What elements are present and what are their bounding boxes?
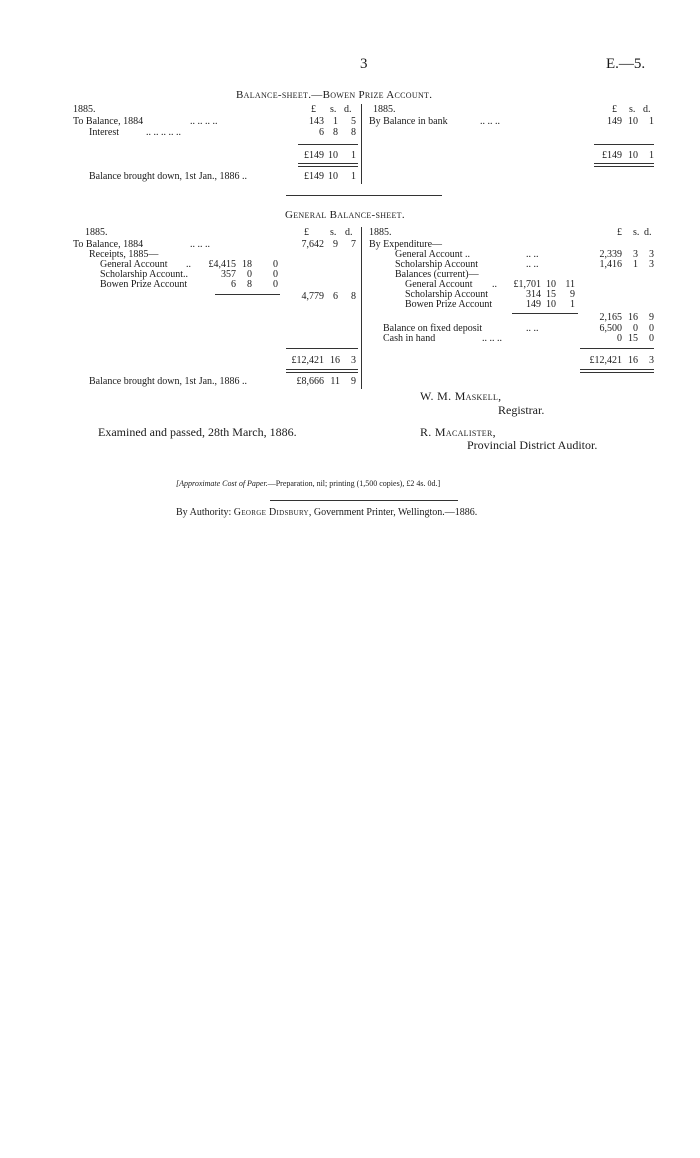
col-pence: d. — [344, 104, 352, 115]
column-separator — [361, 227, 362, 389]
section-separator — [286, 195, 442, 196]
double-rule-top — [580, 369, 654, 370]
double-rule-top — [298, 163, 358, 164]
document-reference: E.—5. — [606, 56, 646, 72]
general-right-year: 1885. — [369, 227, 392, 238]
col-pounds: £ — [311, 104, 316, 115]
double-rule-bottom — [298, 166, 358, 167]
expenditure-label: By Expenditure— — [369, 239, 443, 250]
double-rule-bottom — [580, 372, 654, 373]
double-rule-top — [594, 163, 654, 164]
divider — [594, 144, 654, 145]
registrar-name: W. M. Maskell, — [420, 389, 502, 403]
double-rule-bottom — [594, 166, 654, 167]
footer-rule — [270, 500, 458, 501]
double-rule-bottom — [286, 372, 358, 373]
divider — [580, 348, 654, 349]
bowen-left-year: 1885. — [73, 104, 96, 115]
divider — [286, 348, 358, 349]
registrar-title: Registrar. — [498, 403, 545, 417]
auditor-title: Provincial District Auditor. — [467, 438, 598, 452]
col-shillings: s. — [330, 104, 337, 115]
general-left-year: 1885. — [85, 227, 108, 238]
page-number: 3 — [360, 56, 368, 72]
general-title: General Balance-sheet. — [285, 209, 405, 221]
bowen-title: Balance-sheet.—Bowen Prize Account. — [236, 89, 433, 101]
authority-line: By Authority: George Didsbury, Government Printer, Wellington.—1886. — [176, 507, 478, 518]
examined-note: Examined and passed, 28th March, 1886. — [98, 425, 297, 439]
balances-label: Balances (current)— — [395, 269, 479, 280]
column-separator — [361, 104, 362, 184]
receipts-label: Receipts, 1885— — [89, 249, 159, 260]
auditor-name: R. Macalister, — [420, 425, 496, 439]
divider — [215, 294, 280, 295]
cost-note: [Approximate Cost of Paper.—Preparation, nil; printing (1,500 copies), £2 4s. 0d.] — [176, 479, 441, 488]
divider — [512, 313, 578, 314]
divider — [298, 144, 358, 145]
double-rule-top — [286, 369, 358, 370]
bowen-right-year: 1885. — [373, 104, 396, 115]
